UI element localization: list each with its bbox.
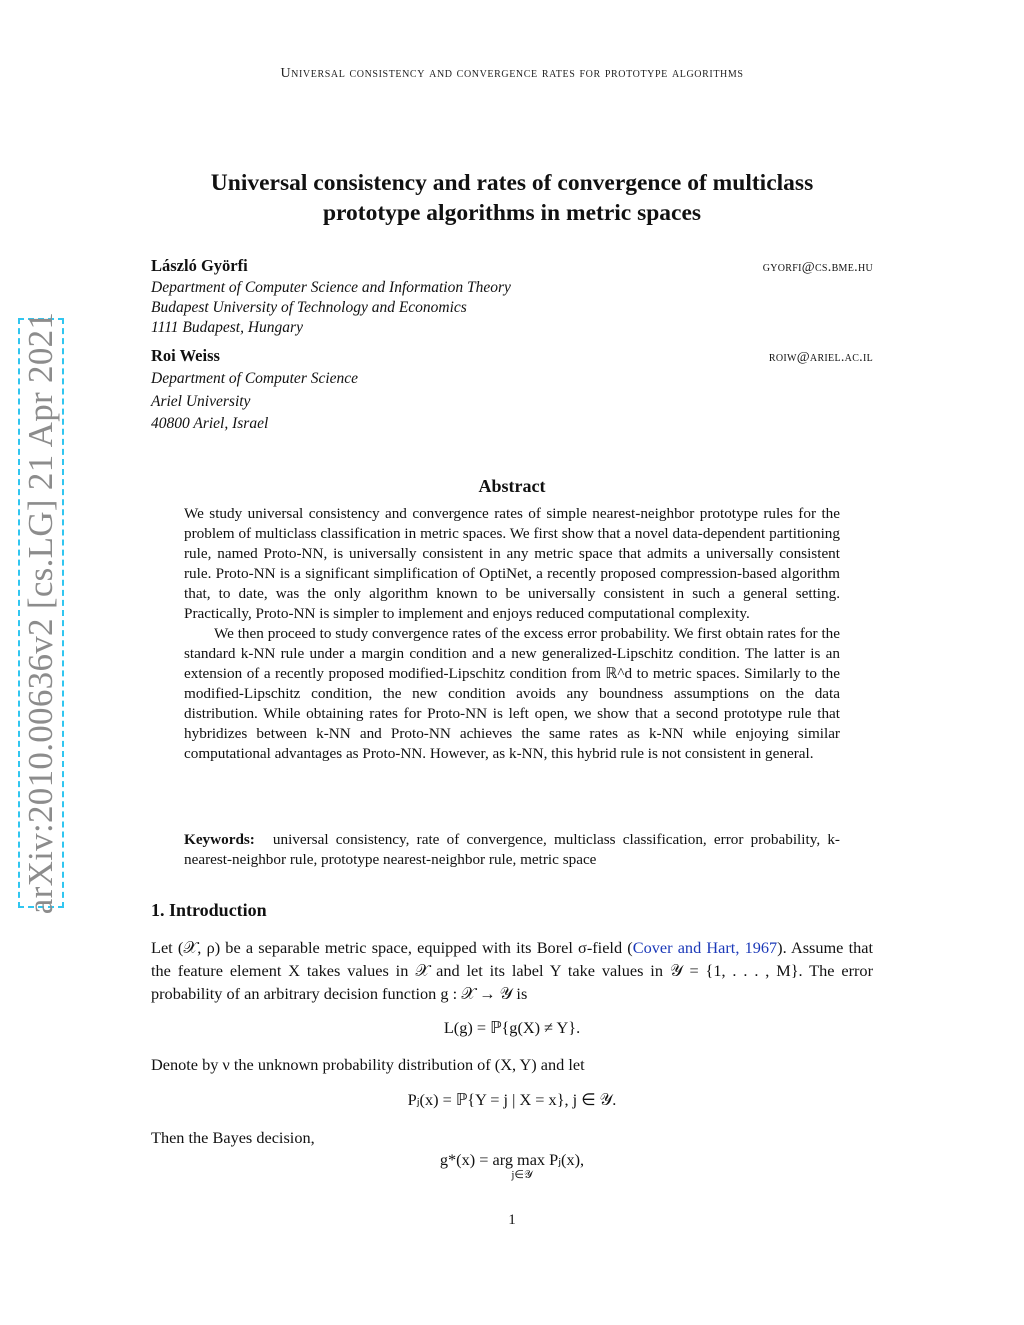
equation-posterior: Pⱼ(x) = ℙ{Y = j | X = x}, j ∈ 𝒴. — [407, 1090, 617, 1109]
equation-error-probability: L(g) = ℙ{g(X) ≠ Y}. — [443, 1018, 581, 1037]
citation-link[interactable]: Cover and Hart, 1967 — [632, 938, 778, 957]
affiliation-line: Budapest University of Technology and Economics — [151, 299, 467, 316]
title-line-1: Universal consistency and rates of convergence of multiclass — [210, 170, 814, 196]
affiliation-line: Department of Computer Science — [151, 370, 359, 387]
author-name: Roi Weiss — [151, 346, 220, 365]
running-head: Universal consistency and convergence rates for prototype algorithms — [280, 66, 744, 81]
paper-title — [130, 168, 894, 228]
arxiv-identifier: arXiv:2010.00636v2 [cs.LG] 21 Apr 2021 — [21, 311, 60, 915]
abstract-body — [184, 504, 840, 764]
author-block-1 — [151, 256, 873, 338]
abstract-heading: Abstract — [478, 476, 546, 496]
affiliation-line: 1111 Budapest, Hungary — [151, 319, 303, 336]
equation-main: g*(x) = arg max Pⱼ(x), — [439, 1150, 585, 1169]
abstract-paragraph: We study universal consistency and convergence rates of simple nearest-neighbor prototype rules for the problem of multiclass classification in metric spaces. We first show that a novel data-dependent partitioning rule, named Proto-NN, is universally consistent in any metric space that admits a universally consistent rule. Proto-NN is a significant simplification of OptiNet, a recently proposed compression-based algorithm that, to date, was the only algorithm known to be universally consistent in such a general setting. Practically, Proto-NN is simpler to implement and enjoys reduced computational complexity. — [184, 505, 840, 622]
author-block-2 — [151, 346, 873, 436]
affiliation-line: Department of Computer Science and Information Theory — [151, 279, 511, 296]
arxiv-stamp[interactable] — [18, 311, 64, 915]
equation-subscript: j∈𝒴 — [511, 1169, 533, 1181]
intro-paragraph-3: Then the Bayes decision, — [151, 1128, 315, 1147]
title-line-2: prototype algorithms in metric spaces — [322, 200, 702, 226]
equation-bayes-decision — [151, 1150, 873, 1182]
affiliation-line: Ariel University — [151, 392, 251, 410]
intro-paragraph-2: Denote by ν the unknown probability distribution of (X, Y) and let — [151, 1055, 585, 1074]
abstract-paragraph: We then proceed to study convergence rates of the excess error probability. We first obtain rates for the standard k-NN rule under a margin condition and a new generalized-Lipschitz condition. The latter is an extension of a recently proposed modified-Lipschitz condition from ℝ^d to metric spaces. Similarly to the modified-Lipschitz condition, the new condition avoids any boundness assumptions on the data distribution. While obtaining rates for Proto-NN is left open, we show that a second prototype rule that hybridizes between k-NN and Proto-NN achieves the same rates as k-NN while enjoying similar computational advantages as Proto-NN. However, as k-NN, this hybrid rule is not consistent in general. — [184, 625, 840, 762]
keywords-label: Keywords: — [184, 831, 255, 848]
page-number: 1 — [508, 1212, 516, 1228]
author-name: László Györfi — [151, 256, 248, 275]
intro-paragraph-1 — [151, 936, 873, 1005]
affiliation-line: 40800 Ariel, Israel — [151, 415, 269, 432]
keywords — [184, 830, 840, 870]
section-heading: 1. Introduction — [151, 900, 267, 920]
author-email[interactable]: roiw@ariel.ac.il — [768, 350, 873, 365]
keywords-text: universal consistency, rate of convergence, multiclass classification, error probability, k-nearest-neighbor rule, prototype nearest-neighbor rule, metric space — [184, 831, 840, 868]
paragraph-text: ). Assume that the feature element X takes values in 𝒳 and let its label Y take values in 𝒴 = {1, . . . , M}. The error probability of an arbitrary decision function g : 𝒳 → 𝒴 is — [151, 938, 874, 1003]
author-email[interactable]: gyorfi@cs.bme.hu — [762, 260, 873, 275]
paragraph-text: Let (𝒳, ρ) be a separable metric space, equipped with its Borel σ-field ( — [151, 938, 633, 957]
